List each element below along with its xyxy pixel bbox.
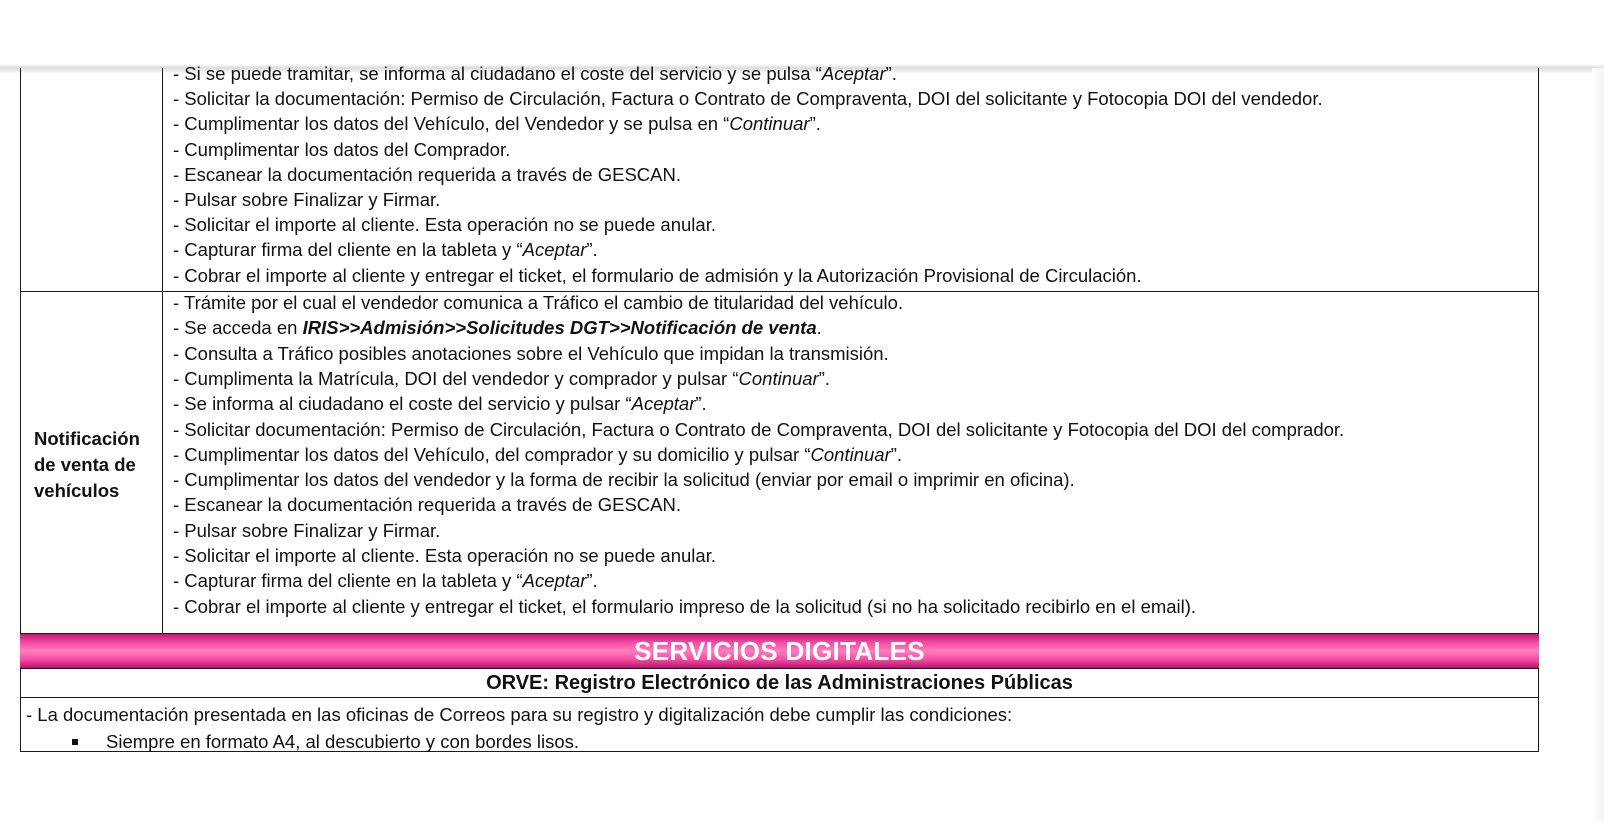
step-line [173,113,821,135]
step-text: - Cumplimentar los datos del Vehículo, del comprador y su domicilio y pulsar “ [173,443,811,465]
step-text: - Trámite por el cual el vendedor comunica a Tráfico el cambio de titularidad del vehículo. [173,292,904,313]
step-text: - Se informa al ciudadano el coste del servicio y pulsar “ [173,393,632,415]
step-line [173,343,889,365]
section-banner [20,633,1539,669]
step-text: - Capturar firma del cliente en la tableta y “ [173,239,523,261]
step-line [173,88,1323,110]
step-text: - Cumplimentar los datos del vendedor y la forma de recibir la solicitud (enviar por email o imprimir en oficina). [173,469,1075,491]
step-line [173,265,1142,287]
step-line [173,520,440,542]
step-line [173,164,681,186]
step-text: ”. [809,113,821,135]
emphasized-text: Aceptar [522,570,587,592]
step-text: ”. [890,443,903,465]
step-text: ”. [586,570,598,592]
step-line [173,596,1196,618]
row-label-line: Notificación [34,428,140,449]
row-label-line: vehículos [34,480,120,501]
step-line [173,239,598,261]
step-text: - Solicitar documentación: Permiso de Circulación, Factura o Contrato de Compraventa, DOI del solicitante y Fotocopia del DOI del comprador. [173,418,1345,440]
step-line [173,494,681,516]
step-text: ”. [695,393,707,415]
step-line [173,469,1075,491]
step-text: ”. [885,63,897,84]
step-line [173,63,897,85]
row-label-notificacion [34,426,160,504]
step-text: ”. [586,239,598,261]
section-subheading: ORVE: Registro Electrónico de las Administraciones Públicas [486,671,1073,694]
step-text: - Cobrar el importe al cliente y entregar el ticket, el formulario impreso de la solicitud (si no ha solicitado recibirlo en el email). [173,595,1197,617]
step-line [173,419,1344,441]
step-text: - Escanear la documentación requerida a través de GESCAN. [173,163,681,185]
step-text: - Cumplimenta la Matrícula, DOI del vendedor y comprador y pulsar “ [173,367,739,389]
square-bullet-icon [72,739,78,745]
step-line [173,292,903,314]
section-banner-title: SERVICIOS DIGITALES [634,635,925,666]
step-line [173,317,822,339]
emphasized-text: Aceptar [631,393,696,415]
step-line [173,139,510,161]
step-text: - Capturar firma del cliente en la tableta y “ [173,570,523,592]
emphasized-text: Continuar [810,443,891,465]
page-right-edge [1592,68,1604,821]
step-text: - Escanear la documentación requerida a través de GESCAN. [173,494,681,516]
step-text: - Consulta a Tráfico posibles anotaciones sobre el Vehículo que impidan la transmisión. [173,342,889,364]
step-line [173,393,707,415]
orve-note: - La documentación presentada en las oficinas de Correos para su registro y digitalización debe cumplir las condiciones: [26,704,1013,725]
emphasized-text: Continuar [738,367,819,389]
step-text: - Pulsar sobre Finalizar y Firmar. [173,519,441,541]
subheading-divider [20,697,1539,698]
step-line [173,444,902,466]
emphasized-text: IRIS>>Admisión>>Solicitudes DGT>>Notificación de venta [302,317,817,339]
step-text: - Solicitar el importe al cliente. Esta operación no se puede anular. [173,545,716,566]
step-text: . [816,317,822,339]
emphasized-text: Aceptar [522,239,587,261]
emphasized-text: Aceptar [821,63,886,84]
column-divider [162,68,163,291]
step-text: - Cumplimentar los datos del Comprador. [173,138,511,160]
orve-bullet-item: Siempre en formato A4, al descubierto y con bordes lisos. [106,731,580,752]
step-line [173,545,716,567]
step-line [173,189,440,211]
step-line [173,214,716,236]
step-text: - Solicitar el importe al cliente. Esta operación no se puede anular. [173,214,716,236]
step-line [173,368,830,390]
step-text: - Solicitar la documentación: Permiso de Circulación, Factura o Contrato de Compraventa, DOI del solicitante y Fotocopia DOI del vendedor. [173,88,1323,110]
step-text: - Se acceda en [173,317,303,339]
row-label-line: de venta de [34,454,136,475]
step-text: - Cumplimentar los datos del Vehículo, del Vendedor y se pulsa en “ [173,113,730,135]
step-text: ”. [818,367,831,389]
step-text: - Cobrar el importe al cliente y entregar el ticket, el formulario de admisión y la Autorización Provisional de Circulación. [173,264,1142,286]
emphasized-text: Continuar [729,113,810,135]
step-text: - Pulsar sobre Finalizar y Firmar. [173,189,441,210]
step-text: - Si se puede tramitar, se informa al ciudadano el coste del servicio y se pulsa “ [173,63,822,84]
step-line [173,570,598,592]
column-divider [162,291,163,633]
